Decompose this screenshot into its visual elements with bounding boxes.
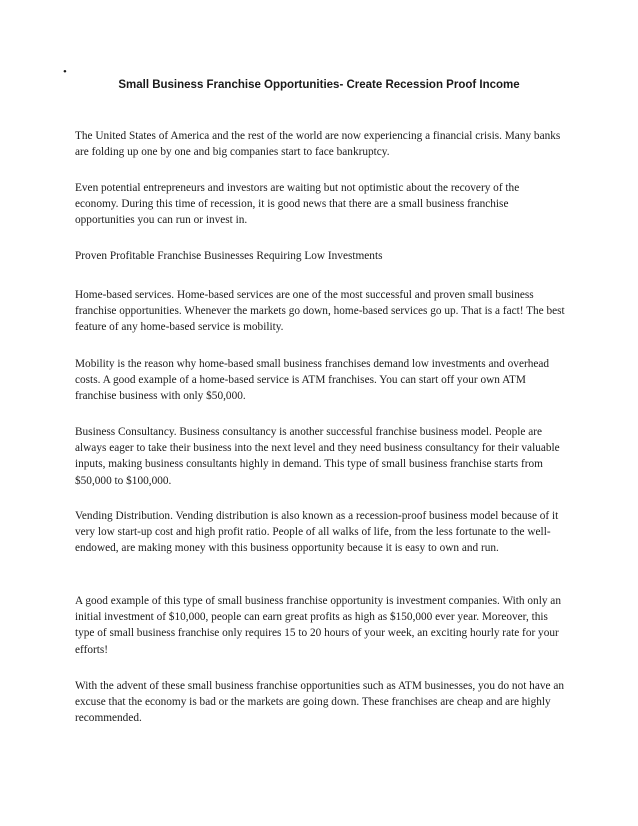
- paragraph-business-consultancy: Business Consultancy. Business consultancy is another successful franchise business model. People are always eager to take their business into the next level and they need business consultancy for their valuable inputs, making business consultants highly in demand. This type of small business franchise starts from $50,000 to $100,000.: [75, 426, 560, 487]
- bullet-mark: •: [63, 66, 67, 78]
- paragraph-mobility: Mobility is the reason why home-based small business franchises demand low investments and overhead costs. A good example of a home-based service is ATM franchises. You can start off your own ATM franchise business with only $50,000.: [75, 358, 550, 403]
- paragraph-investors-waiting: Even potential entrepreneurs and investors are waiting but not optimistic about the recovery of the economy. During this time of recession, it is good news that there are a small business franchise opportunities you can run or invest in.: [75, 182, 520, 227]
- document-title: Small Business Franchise Opportunities- Create Recession Proof Income: [118, 79, 520, 91]
- paragraph-investment-companies: A good example of this type of small business franchise opportunity is investment companies. With only an initial investment of $10,000, people can earn great profits as high as $150,000 ever year. Moreover, this type of small business franchise only requires 15 to 20 hours of your week, an exciting hourly rate for your efforts!: [75, 595, 561, 656]
- section-heading-low-investments: Proven Profitable Franchise Businesses Requiring Low Investments: [75, 250, 383, 262]
- paragraph-conclusion: With the advent of these small business franchise opportunities such as ATM businesses, you do not have an excuse that the economy is bad or the markets are going down. These franchises are cheap and are highly recommended.: [75, 680, 564, 725]
- paragraph-vending-distribution: Vending Distribution. Vending distribution is also known as a recession-proof business model because of it very low start-up cost and high profit ratio. People of all walks of life, from the less fortunate to the well-endowed, are making money with this business opportunity because it is easy to own and run.: [75, 510, 559, 555]
- paragraph-home-based-services: Home-based services. Home-based services are one of the most successful and proven small business franchise opportunities. Whenever the markets go down, home-based services go up. That is a fact! The best feature of any home-based service is mobility.: [75, 289, 565, 334]
- paragraph-financial-crisis: The United States of America and the rest of the world are now experiencing a financial crisis. Many banks are folding up one by one and big companies start to face bankruptcy.: [75, 130, 561, 159]
